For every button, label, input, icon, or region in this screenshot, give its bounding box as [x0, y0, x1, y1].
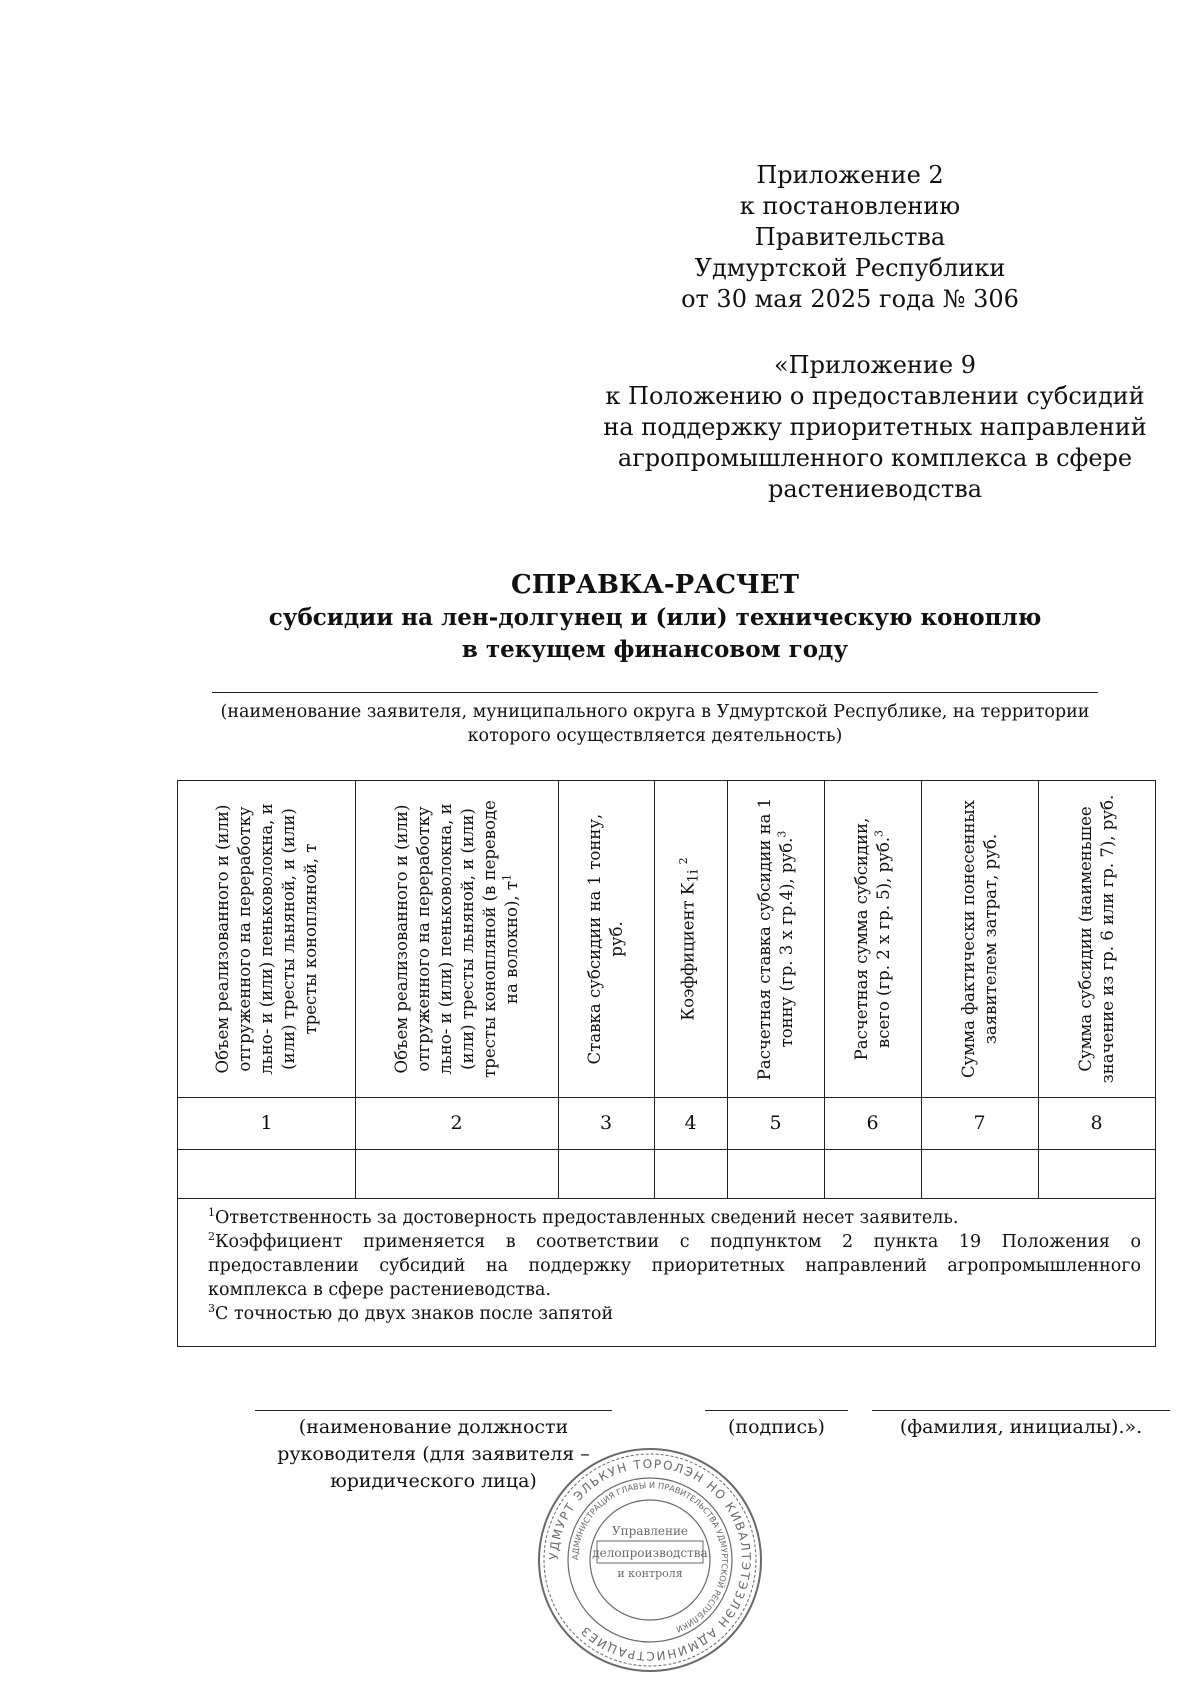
- header-cell-col-1: [178, 781, 355, 1097]
- stamp-center-line-3: и контроля: [617, 1567, 683, 1580]
- header-text-col-3: Ставка субсидии на 1 тонну, руб.: [585, 813, 626, 1065]
- official-stamp-icon: [535, 1445, 765, 1675]
- appendix-2-line-3: Удмуртской Республики: [694, 254, 1006, 282]
- stamp-inner-text: АДМИНИСТРАЦИЯ ГЛАВЫ И ПРАВИТЕЛЬСТВА УДМУРТСКОЙ РЕСПУБЛИКИ: [569, 1479, 731, 1635]
- stamp-outer-text: УДМУРТ ЭЛЬКУН ТОРОЛЭН НО КИВАЛТЭТЭЗЛЭН АДМИНИСТРАЦИЕЗ: [546, 1456, 754, 1664]
- header-text-col-7: Сумма фактически понесенных заявителем затрат, руб.: [958, 800, 1000, 1078]
- signature-line: [705, 1410, 848, 1411]
- applicant-name-line: [212, 692, 1098, 693]
- header-cell-col-7: [921, 781, 1038, 1097]
- table-row-divider: [178, 1149, 1155, 1150]
- coefficient-subscript: 1i: [685, 869, 702, 883]
- name-caption: (фамилия, инициалы).».: [899, 1416, 1143, 1438]
- header-cell-col-2: [355, 781, 558, 1097]
- appendix-9-line-1: «Приложение 9: [773, 351, 977, 379]
- position-caption-line-3: юридического лица): [330, 1470, 537, 1492]
- title-sub-1: субсидии на лен-долгунец и (или) техническую коноплю: [268, 604, 1042, 631]
- stamp-center-line-2: делопроизводства: [592, 1546, 708, 1560]
- footnote-ref-3: 3: [775, 830, 788, 838]
- title-main: СПРАВКА-РАСЧЕТ: [511, 570, 799, 600]
- position-caption-line-2: руководителя (для заявителя –: [277, 1443, 590, 1465]
- header-text-col-5: Расчетная ставка субсидии на 1 тонну (гр. 3 х гр.4), руб.: [754, 797, 796, 1081]
- header-text-col-2: Объем реализованного и (или) отгруженного на переработку льно- и (или) пеньковолокна, и (или) тресты льняной, и (или) тресты конопляной (в переводе на волокно), т: [391, 800, 521, 1078]
- header-cell-col-4: [654, 781, 727, 1097]
- stamp-center-line-1: Управление: [611, 1524, 689, 1538]
- column-number-8: 8: [1090, 1112, 1103, 1134]
- appendix-2-heading: [655, 160, 1045, 315]
- appendix-9-line-5: растениеводства: [767, 475, 983, 503]
- column-number-1: 1: [260, 1112, 273, 1134]
- header-text-col-6: Расчетная сумма субсидии, всего (гр. 2 х гр. 5), руб.: [851, 817, 893, 1061]
- appendix-2-line-2: к постановлению Правительства: [739, 192, 961, 251]
- title-sub-2: в текущем финансовом году: [461, 636, 849, 663]
- footnote-ref-1: 1: [500, 873, 513, 881]
- footnotes: [208, 1206, 1141, 1326]
- appendix-2-line-1: Приложение 2: [756, 161, 944, 189]
- header-text-col-1: Объем реализованного и (или) отгруженного на переработку льно- и (или) пеньковолокна, и (или) тресты льняной, и (или) тресты конопляной, т: [212, 803, 320, 1075]
- table-row-divider: [178, 1198, 1155, 1199]
- column-number-3: 3: [599, 1112, 613, 1134]
- header-cell-col-8: [1038, 781, 1155, 1097]
- header-text-col-8: Сумма субсидии (наименьшее значение из гр. 6 или гр. 7), руб.: [1075, 794, 1117, 1084]
- column-number-2: 2: [450, 1112, 463, 1134]
- position-caption-line-1: (наименование должности: [298, 1416, 569, 1438]
- appendix-9-heading: [595, 350, 1155, 505]
- header-text-col-4: Коэффициент K: [677, 882, 697, 1021]
- footnote-2: $^2$Коэффициент применяется в соответствии с подпунктом 2 пункта 19 Положения о предоставлении субсидий на поддержку приоритетных направлений агропромышленного комплекса в сфере растениеводства.: [208, 1230, 1141, 1300]
- footnote-ref-3: 3: [872, 829, 885, 837]
- column-number-7: 7: [973, 1112, 986, 1134]
- appendix-9-line-3: на поддержку приоритетных направлений: [603, 413, 1147, 441]
- column-number-6: 6: [866, 1112, 879, 1134]
- footnote-ref-2: 2: [676, 857, 690, 865]
- header-cell-col-5: [727, 781, 824, 1097]
- appendix-2-line-4: от 30 мая 2025 года № 306: [681, 285, 1019, 313]
- position-line: [255, 1410, 612, 1411]
- header-cell-col-3: [558, 781, 654, 1097]
- calculation-table: [177, 780, 1156, 1347]
- name-line: [872, 1410, 1170, 1411]
- footnote-1: $^1$Ответственность за достоверность предоставленных сведений несет заявитель.: [208, 1206, 959, 1228]
- column-number-5: 5: [769, 1112, 782, 1134]
- signature-caption: (подпись): [728, 1416, 825, 1438]
- document-title: [160, 568, 1150, 666]
- column-number-4: 4: [684, 1112, 697, 1134]
- appendix-9-line-2: к Положению о предоставлении субсидий: [605, 382, 1145, 410]
- footnote-3: $^3$С точностью до двух знаков после запятой: [208, 1302, 614, 1324]
- applicant-caption: (наименование заявителя, муниципального округа в Удмуртской Республике, на территории которого осуществляется деятельность): [220, 702, 1090, 746]
- appendix-9-line-4: агропромышленного комплекса в сфере: [617, 444, 1133, 472]
- header-cell-col-6: [824, 781, 921, 1097]
